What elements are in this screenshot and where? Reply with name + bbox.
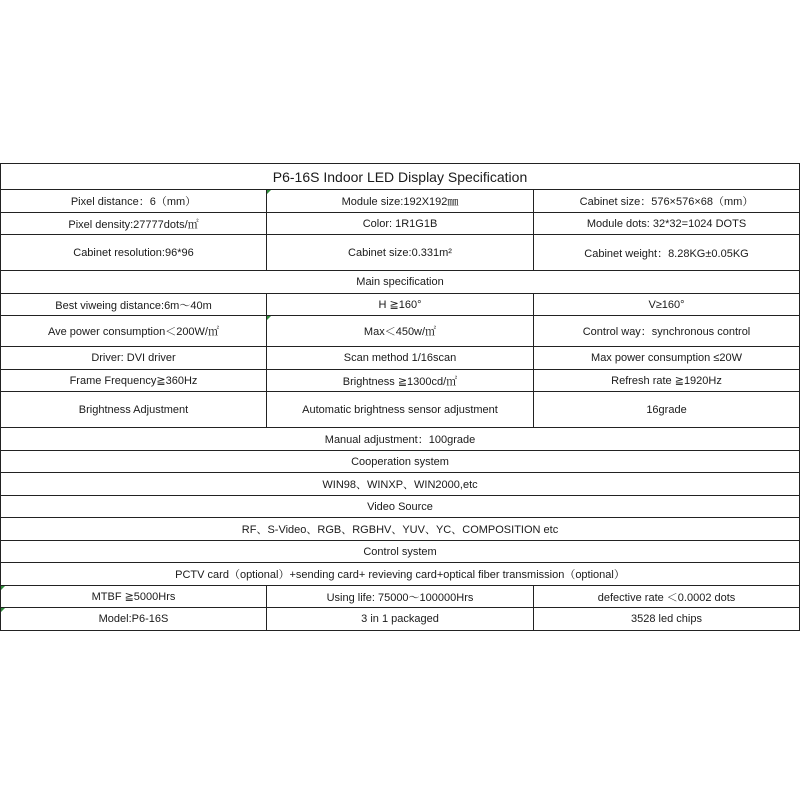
- table-cell: Max power consumption ≤20W: [534, 347, 800, 370]
- table-row: [1, 213, 800, 235]
- table-row: [1, 518, 800, 541]
- table-cell: defective rate ＜0.0002 dots: [534, 586, 800, 608]
- table-cell: Max＜450w/㎡: [267, 316, 534, 347]
- table-cell: Brightness Adjustment: [1, 392, 267, 428]
- table-cell: Cabinet resolution:96*96: [1, 235, 267, 271]
- table-cell: Ave power consumption＜200W/㎡: [1, 316, 267, 347]
- table-title: P6-16S Indoor LED Display Specification: [1, 164, 800, 190]
- table-cell: Model:P6-16S: [1, 608, 267, 631]
- table-cell-wide: WIN98、WINXP、WIN2000,etc: [1, 473, 800, 496]
- table-row: [1, 428, 800, 451]
- table-row: [1, 164, 800, 190]
- table-row: [1, 451, 800, 473]
- table-cell: Best viweing distance:6m～40m: [1, 294, 267, 316]
- table-cell: Scan method 1/16scan: [267, 347, 534, 370]
- table-cell: Cabinet weight：8.28KG±0.05KG: [534, 235, 800, 271]
- table-row: [1, 608, 800, 631]
- table-cell: Frame Frequency≧360Hz: [1, 370, 267, 392]
- table-row: [1, 370, 800, 392]
- table-cell: Cabinet size：576×576×68（mm）: [534, 190, 800, 213]
- table-cell: Automatic brightness sensor adjustment: [267, 392, 534, 428]
- table-row: [1, 563, 800, 586]
- table-row: [1, 347, 800, 370]
- table-cell: H ≧160°: [267, 294, 534, 316]
- table-cell: Cabinet size:0.331m²: [267, 235, 534, 271]
- table-cell: Brightness ≧1300cd/㎡: [267, 370, 534, 392]
- table-row: [1, 316, 800, 347]
- section-header: Cooperation system: [1, 451, 800, 473]
- section-header: Main specification: [1, 271, 800, 294]
- spec-table: [0, 163, 800, 631]
- table-row: [1, 271, 800, 294]
- table-cell-wide: RF、S-Video、RGB、RGBHV、YUV、YC、COMPOSITION etc: [1, 518, 800, 541]
- table-row: [1, 392, 800, 428]
- table-cell: Using life: 75000～100000Hrs: [267, 586, 534, 608]
- section-header: Control system: [1, 541, 800, 563]
- table-cell: Pixel distance：6（mm）: [1, 190, 267, 213]
- section-header: Video Source: [1, 496, 800, 518]
- table-cell: 3 in 1 packaged: [267, 608, 534, 631]
- table-row: [1, 541, 800, 563]
- table-cell: Refresh rate ≧1920Hz: [534, 370, 800, 392]
- table-cell: Driver: DVI driver: [1, 347, 267, 370]
- table-row: [1, 586, 800, 608]
- table-row: [1, 496, 800, 518]
- table-cell: Module size:192X192㎜: [267, 190, 534, 213]
- table-row: [1, 190, 800, 213]
- table-cell: Control way：synchronous control: [534, 316, 800, 347]
- table-cell: Pixel density:27777dots/㎡: [1, 213, 267, 235]
- table-cell: V≥160°: [534, 294, 800, 316]
- table-row: [1, 294, 800, 316]
- table-cell: 16grade: [534, 392, 800, 428]
- table-cell: Color: 1R1G1B: [267, 213, 534, 235]
- table-cell: 3528 led chips: [534, 608, 800, 631]
- table-cell: MTBF ≧5000Hrs: [1, 586, 267, 608]
- table-cell: Module dots: 32*32=1024 DOTS: [534, 213, 800, 235]
- table-cell-wide: Manual adjustment：100grade: [1, 428, 800, 451]
- table-row: [1, 473, 800, 496]
- table-cell-wide: PCTV card（optional）+sending card+ revieving card+optical fiber transmission（optional）: [1, 563, 800, 586]
- table-row: [1, 235, 800, 271]
